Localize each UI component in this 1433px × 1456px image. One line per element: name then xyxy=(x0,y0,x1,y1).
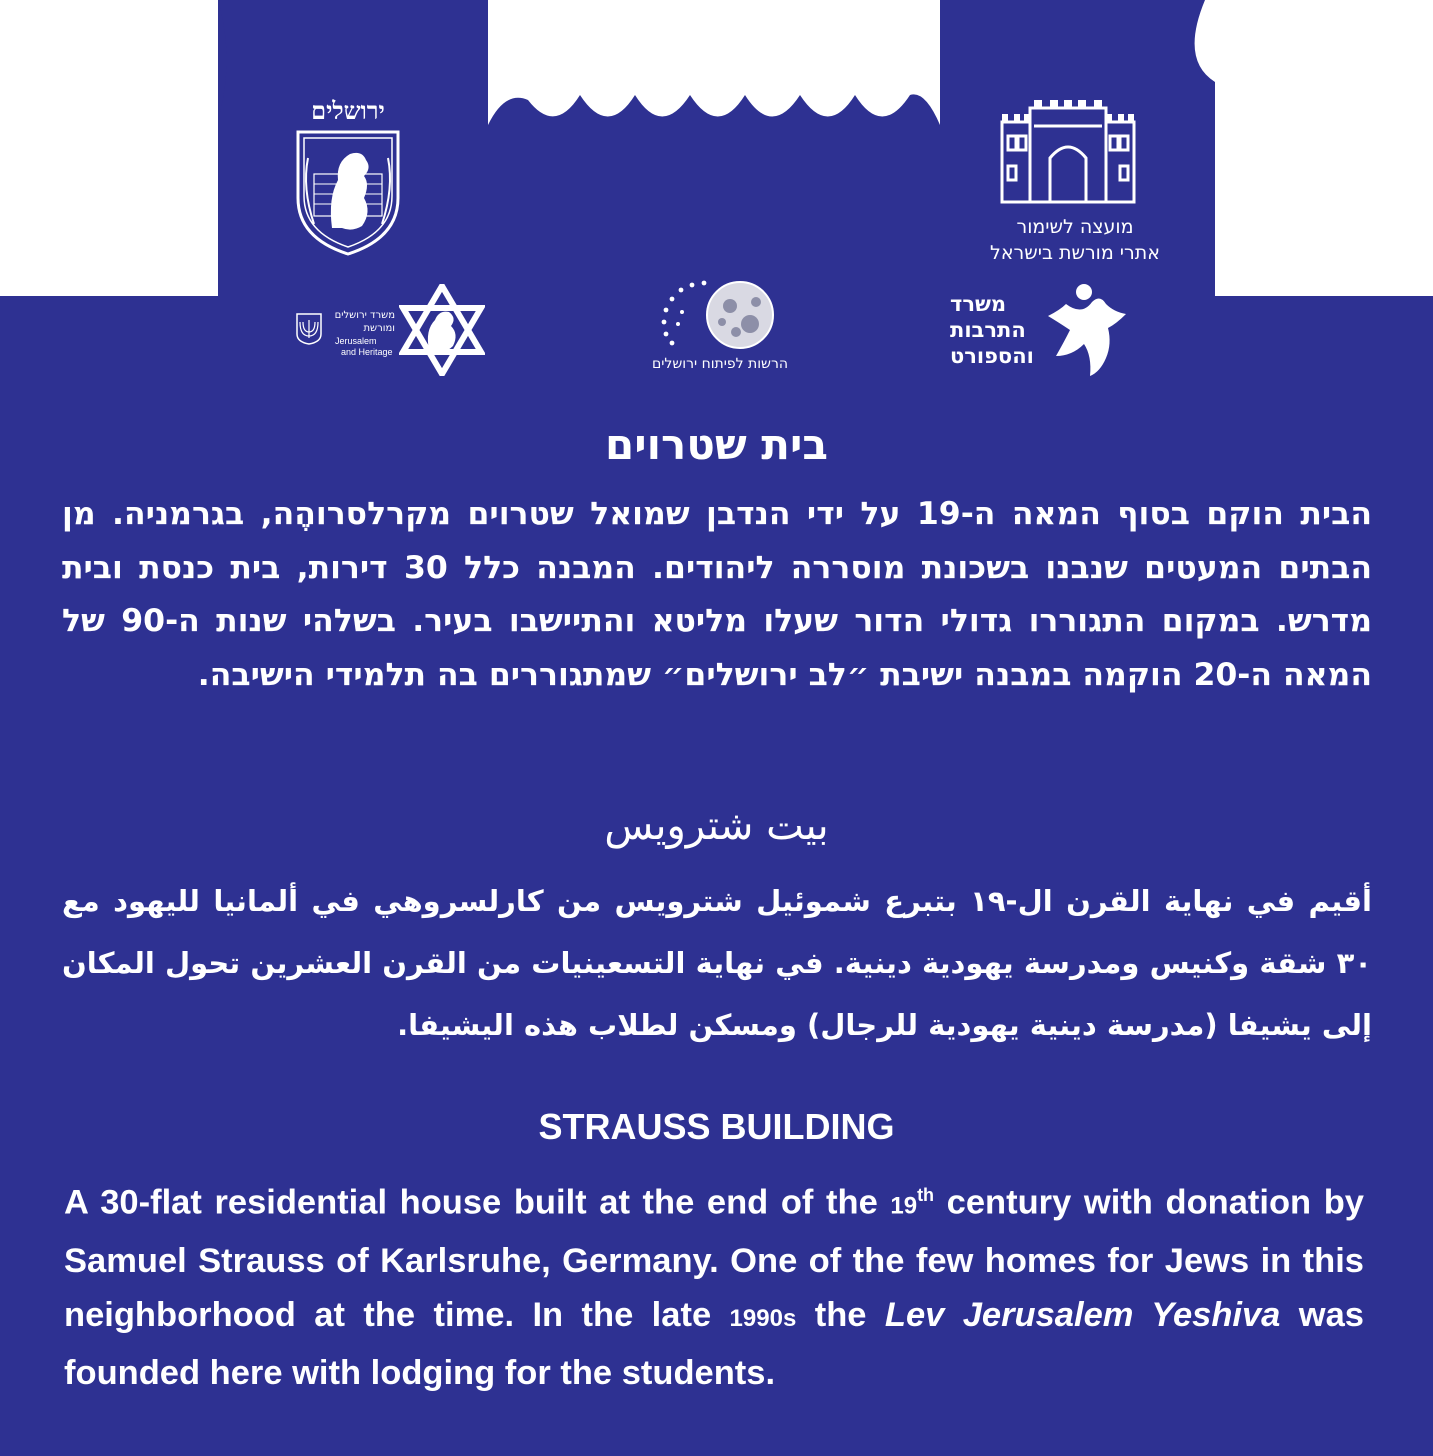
arabic-title: بيت شترويس xyxy=(604,803,829,849)
ministry-jerusalem-heritage-logo xyxy=(295,284,485,376)
hebrew-body: הבית הוקם בסוף המאה ה-19 על ידי הנדבן שמואל שטרוים מקרלסרוהֶה, בגרמניה. מן הבתים המעטים שנבנו בשכונת מוסררה ליהודים. המבנה כלל 30 דירות, בית כנסת ובית מדרש. במקום התגוררו גדולי הדור שעלו מליטא והתיישבו בעיר. בשלהי שנות ה-90 של המאה ה-20 הוקמה במבנה ישיבת ״לב ירושלים״ שמתגוררים בה תלמידי הישיבה. xyxy=(62,496,1372,693)
century-number: 19 xyxy=(890,1192,918,1220)
culture-ministry-line3: והספורט xyxy=(950,344,1034,368)
english-body-part2: century with donation by Samuel Strauss of Karlsruhe, Germany. One of the few homes for Jews in this neighborhood at the time. In the late xyxy=(64,1183,1364,1334)
decade-number: 1990 xyxy=(729,1304,783,1332)
heritage-council-line2: אתרי מורשת בישראל xyxy=(990,242,1160,264)
dotted-globe-icon xyxy=(656,278,786,352)
english-body-part4: was founded here with lodging for the students. xyxy=(64,1295,1364,1392)
culture-ministry-line2: התרבות xyxy=(950,318,1026,342)
heritage-council-logo xyxy=(980,96,1170,266)
jerusalem-development-authority-logo xyxy=(630,278,810,378)
ministry-he-line1: משרד ירושלים xyxy=(334,310,395,321)
ministry-en-line1: Jerusalem xyxy=(335,336,377,346)
ministry-he-line2: ומורשת xyxy=(363,323,395,334)
yeshiva-name: Lev Jerusalem Yeshiva xyxy=(884,1295,1281,1334)
hebrew-title: בית שטרוים xyxy=(605,420,828,469)
century-suffix: th xyxy=(917,1185,935,1205)
ministry-en-line2: and Heritage xyxy=(341,347,393,357)
arabic-body: أقيم في نهاية القرن ال-١٩ بتبرع شموئيل شترويس من كارلسروهي في ألمانيا لليهود مع ٣٠ شقة وكنيس ومدرسة يهودية دينية. في نهاية التسعينيات من القرن العشرين تحول المكان إلى يشيفا (مدرسة دينية يهودية للرجال) ومسكن لطلاب هذه اليشيفا. xyxy=(62,884,1372,1042)
lion-shield-icon xyxy=(292,128,404,258)
english-body-part3: the xyxy=(796,1295,885,1334)
ministry-culture-sport-logo xyxy=(950,282,1130,378)
english-title: STRAUSS BUILDING xyxy=(538,1106,895,1147)
dancing-star-icon xyxy=(1046,282,1130,378)
menorah-emblem-icon xyxy=(295,312,323,346)
heritage-council-line1: מועצה לשימור xyxy=(1016,216,1134,238)
jerusalem-municipality-logo xyxy=(288,96,408,264)
english-body-part1: A 30-flat residential house built at the end of the xyxy=(64,1183,891,1222)
decade-suffix: s xyxy=(782,1304,797,1332)
development-authority-caption: הרשות לפיתוח ירושלים xyxy=(651,356,789,372)
jerusalem-name: ירושלים xyxy=(311,96,385,125)
building-icon xyxy=(998,96,1138,206)
culture-ministry-line1: משרד xyxy=(950,292,1007,316)
english-body xyxy=(64,1168,1364,1400)
star-of-david-lion-icon xyxy=(399,284,485,376)
